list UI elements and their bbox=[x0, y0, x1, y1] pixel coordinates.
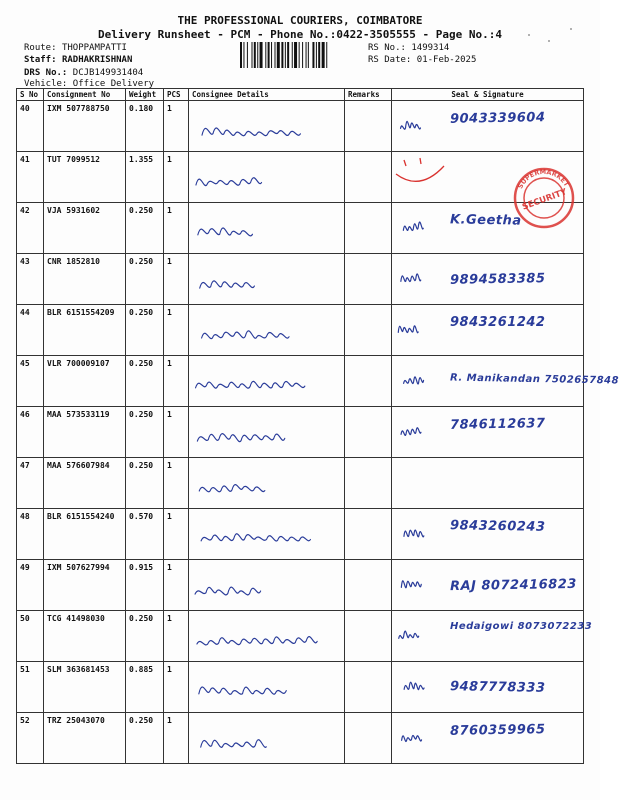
sno-cell: 46 bbox=[17, 407, 44, 458]
col-header-consignment: Consignment No bbox=[44, 89, 126, 101]
handwritten-signature bbox=[392, 458, 583, 508]
consignment-cell: CNR 1852810 bbox=[44, 254, 126, 305]
consignment-cell: SLM 363681453 bbox=[44, 662, 126, 713]
pcs-cell: 1 bbox=[164, 509, 189, 560]
remarks-cell bbox=[345, 662, 392, 713]
signature-text: 9843260243 bbox=[449, 518, 546, 535]
weight-cell: 0.250 bbox=[126, 611, 164, 662]
sno-cell: 43 bbox=[17, 254, 44, 305]
sno-cell: 51 bbox=[17, 662, 44, 713]
table-row bbox=[17, 152, 584, 203]
signature-cell bbox=[392, 101, 584, 152]
consignee-cell bbox=[189, 713, 345, 764]
consignee-cell bbox=[189, 305, 345, 356]
table-header-row bbox=[17, 89, 584, 101]
weight-cell: 0.180 bbox=[126, 101, 164, 152]
weight-cell: 0.250 bbox=[126, 356, 164, 407]
consignment-cell: BLR 6151554240 bbox=[44, 509, 126, 560]
weight-cell: 0.250 bbox=[126, 458, 164, 509]
table-row bbox=[17, 101, 584, 152]
remarks-cell bbox=[345, 407, 392, 458]
sno-cell: 48 bbox=[17, 509, 44, 560]
handwritten-signature bbox=[392, 305, 583, 355]
signature-text: 7846112637 bbox=[449, 416, 546, 433]
rs-no-line bbox=[368, 42, 449, 54]
signature-cell bbox=[392, 305, 584, 356]
remarks-cell bbox=[345, 509, 392, 560]
handwritten-consignee-name bbox=[189, 560, 344, 610]
staff-value: RADHAKRISHNAN bbox=[61, 55, 133, 65]
sno-cell: 49 bbox=[17, 560, 44, 611]
signature-cell bbox=[392, 407, 584, 458]
consignee-cell bbox=[189, 356, 345, 407]
sno-cell: 41 bbox=[17, 152, 44, 203]
col-header-signature: Seal & Signature bbox=[392, 89, 584, 101]
consignee-cell bbox=[189, 509, 345, 560]
consignee-cell bbox=[189, 611, 345, 662]
pcs-cell: 1 bbox=[164, 713, 189, 764]
remarks-cell bbox=[345, 713, 392, 764]
weight-cell: 0.250 bbox=[126, 713, 164, 764]
table-row bbox=[17, 203, 584, 254]
consignment-cell: IXM 507627994 bbox=[44, 560, 126, 611]
table-row bbox=[17, 713, 584, 764]
pcs-cell: 1 bbox=[164, 611, 189, 662]
remarks-cell bbox=[345, 611, 392, 662]
consignment-cell: VLR 700009107 bbox=[44, 356, 126, 407]
handwritten-consignee-name bbox=[189, 101, 344, 151]
rs-date-label: RS Date: bbox=[368, 55, 412, 65]
handwritten-signature bbox=[392, 611, 583, 661]
consignee-cell bbox=[189, 458, 345, 509]
pcs-cell: 1 bbox=[164, 254, 189, 305]
runsheet-table bbox=[16, 88, 619, 764]
table-row bbox=[17, 305, 584, 356]
consignee-cell bbox=[189, 152, 345, 203]
col-header-sno: S No bbox=[17, 89, 44, 101]
remarks-cell bbox=[345, 254, 392, 305]
pcs-cell: 1 bbox=[164, 407, 189, 458]
pcs-cell: 1 bbox=[164, 305, 189, 356]
sno-cell: 40 bbox=[17, 101, 44, 152]
table-row bbox=[17, 458, 584, 509]
signature-text: 9894583385 bbox=[449, 271, 546, 288]
security-stamp bbox=[512, 166, 576, 230]
remarks-cell bbox=[345, 458, 392, 509]
pcs-cell: 1 bbox=[164, 560, 189, 611]
consignment-cell: MAA 573533119 bbox=[44, 407, 126, 458]
pcs-cell: 1 bbox=[164, 203, 189, 254]
handwritten-consignee-name bbox=[189, 203, 344, 253]
rs-no-value: 1499314 bbox=[411, 43, 450, 53]
handwritten-consignee-name bbox=[189, 611, 344, 661]
col-header-pcs: PCS bbox=[164, 89, 189, 101]
consignee-cell bbox=[189, 254, 345, 305]
signature-cell bbox=[392, 560, 584, 611]
remarks-cell bbox=[345, 305, 392, 356]
document-subtitle: Delivery Runsheet - PCM - Phone No.:0422-3505555 - Page No.:4 bbox=[98, 28, 502, 41]
sno-cell: 42 bbox=[17, 203, 44, 254]
consignment-cell: VJA 5931602 bbox=[44, 203, 126, 254]
document-title: THE PROFESSIONAL COURIERS, COIMBATORE bbox=[177, 14, 423, 27]
consignment-cell: BLR 6151554209 bbox=[44, 305, 126, 356]
scan-speck bbox=[570, 28, 572, 30]
table-row bbox=[17, 611, 584, 662]
table-row bbox=[17, 356, 584, 407]
smiley-doodle bbox=[390, 152, 450, 192]
remarks-cell bbox=[345, 101, 392, 152]
sno-cell: 52 bbox=[17, 713, 44, 764]
table-row bbox=[17, 509, 584, 560]
remarks-cell bbox=[345, 560, 392, 611]
signature-cell bbox=[392, 356, 619, 407]
col-header-consignee: Consignee Details bbox=[189, 89, 345, 101]
route-label: Route: bbox=[24, 43, 57, 53]
handwritten-consignee-name bbox=[189, 356, 344, 406]
weight-cell: 1.355 bbox=[126, 152, 164, 203]
route-line bbox=[24, 42, 127, 54]
scan-speck bbox=[528, 34, 530, 36]
weight-cell: 0.250 bbox=[126, 305, 164, 356]
consignee-cell bbox=[189, 407, 345, 458]
consignee-cell bbox=[189, 101, 345, 152]
consignee-cell bbox=[189, 203, 345, 254]
handwritten-consignee-name bbox=[189, 713, 344, 763]
signature-text: 8760359965 bbox=[449, 722, 546, 739]
signature-text: 9843261242 bbox=[450, 315, 546, 330]
signature-cell bbox=[392, 254, 584, 305]
col-header-weight: Weight bbox=[126, 89, 164, 101]
remarks-cell bbox=[345, 356, 392, 407]
sno-cell: 50 bbox=[17, 611, 44, 662]
weight-cell: 0.250 bbox=[126, 407, 164, 458]
signature-cell bbox=[392, 611, 593, 662]
barcode bbox=[240, 42, 360, 68]
scan-speck bbox=[548, 40, 550, 42]
rs-date-line bbox=[368, 54, 476, 66]
vehicle-label: Vehicle: bbox=[24, 79, 68, 89]
handwritten-consignee-name bbox=[189, 152, 344, 202]
vehicle-value: Office Delivery bbox=[72, 79, 155, 89]
weight-cell: 0.915 bbox=[126, 560, 164, 611]
stamp-ring-text: SUPERMARKET bbox=[516, 167, 571, 191]
pcs-cell: 1 bbox=[164, 458, 189, 509]
rs-no-label: RS No.: bbox=[368, 43, 406, 53]
handwritten-signature bbox=[392, 509, 583, 559]
consignee-cell bbox=[189, 662, 345, 713]
sno-cell: 44 bbox=[17, 305, 44, 356]
handwritten-consignee-name bbox=[189, 458, 344, 508]
route-value: THOPPAMPATTI bbox=[61, 43, 127, 53]
handwritten-consignee-name bbox=[189, 662, 344, 712]
col-header-remarks: Remarks bbox=[345, 89, 392, 101]
drs-value: DCJB149931404 bbox=[72, 68, 144, 78]
pcs-cell: 1 bbox=[164, 356, 189, 407]
signature-cell bbox=[392, 509, 584, 560]
weight-cell: 0.250 bbox=[126, 203, 164, 254]
pcs-cell: 1 bbox=[164, 152, 189, 203]
weight-cell: 0.885 bbox=[126, 662, 164, 713]
pcs-cell: 1 bbox=[164, 101, 189, 152]
svg-text:SUPERMARKET bbox=[516, 168, 571, 190]
consignment-cell: IXM 507788750 bbox=[44, 101, 126, 152]
signature-text: R. Manikandan 7502657848 bbox=[449, 372, 619, 387]
signature-text: K.Geetha bbox=[449, 212, 522, 229]
remarks-cell bbox=[345, 203, 392, 254]
signature-text: Hedaigowi 8073072233 bbox=[450, 621, 593, 632]
consignment-cell: TCG 41498030 bbox=[44, 611, 126, 662]
table-row bbox=[17, 560, 584, 611]
handwritten-consignee-name bbox=[189, 254, 344, 304]
sno-cell: 47 bbox=[17, 458, 44, 509]
rs-date-value: 01-Feb-2025 bbox=[416, 55, 477, 65]
signature-text: 9487778333 bbox=[449, 679, 546, 696]
pcs-cell: 1 bbox=[164, 662, 189, 713]
weight-cell: 0.570 bbox=[126, 509, 164, 560]
staff-line bbox=[24, 54, 132, 66]
signature-text: 9043339604 bbox=[449, 110, 546, 127]
table-row bbox=[17, 407, 584, 458]
consignment-cell: TUT 7099512 bbox=[44, 152, 126, 203]
table-row bbox=[17, 662, 584, 713]
stamp-text: SECURITY bbox=[521, 187, 569, 213]
drs-label: DRS No.: bbox=[24, 68, 68, 78]
signature-cell bbox=[392, 662, 584, 713]
weight-cell: 0.250 bbox=[126, 254, 164, 305]
handwritten-consignee-name bbox=[189, 305, 344, 355]
remarks-cell bbox=[345, 152, 392, 203]
consignee-cell bbox=[189, 560, 345, 611]
signature-text: RAJ 8072416823 bbox=[449, 576, 578, 595]
sno-cell: 45 bbox=[17, 356, 44, 407]
table-row bbox=[17, 254, 584, 305]
signature-cell bbox=[392, 713, 584, 764]
signature-cell bbox=[392, 458, 584, 509]
handwritten-consignee-name bbox=[189, 509, 344, 559]
staff-label: Staff: bbox=[24, 55, 57, 65]
consignment-cell: MAA 576607984 bbox=[44, 458, 126, 509]
consignment-cell: TRZ 25043070 bbox=[44, 713, 126, 764]
handwritten-consignee-name bbox=[189, 407, 344, 457]
